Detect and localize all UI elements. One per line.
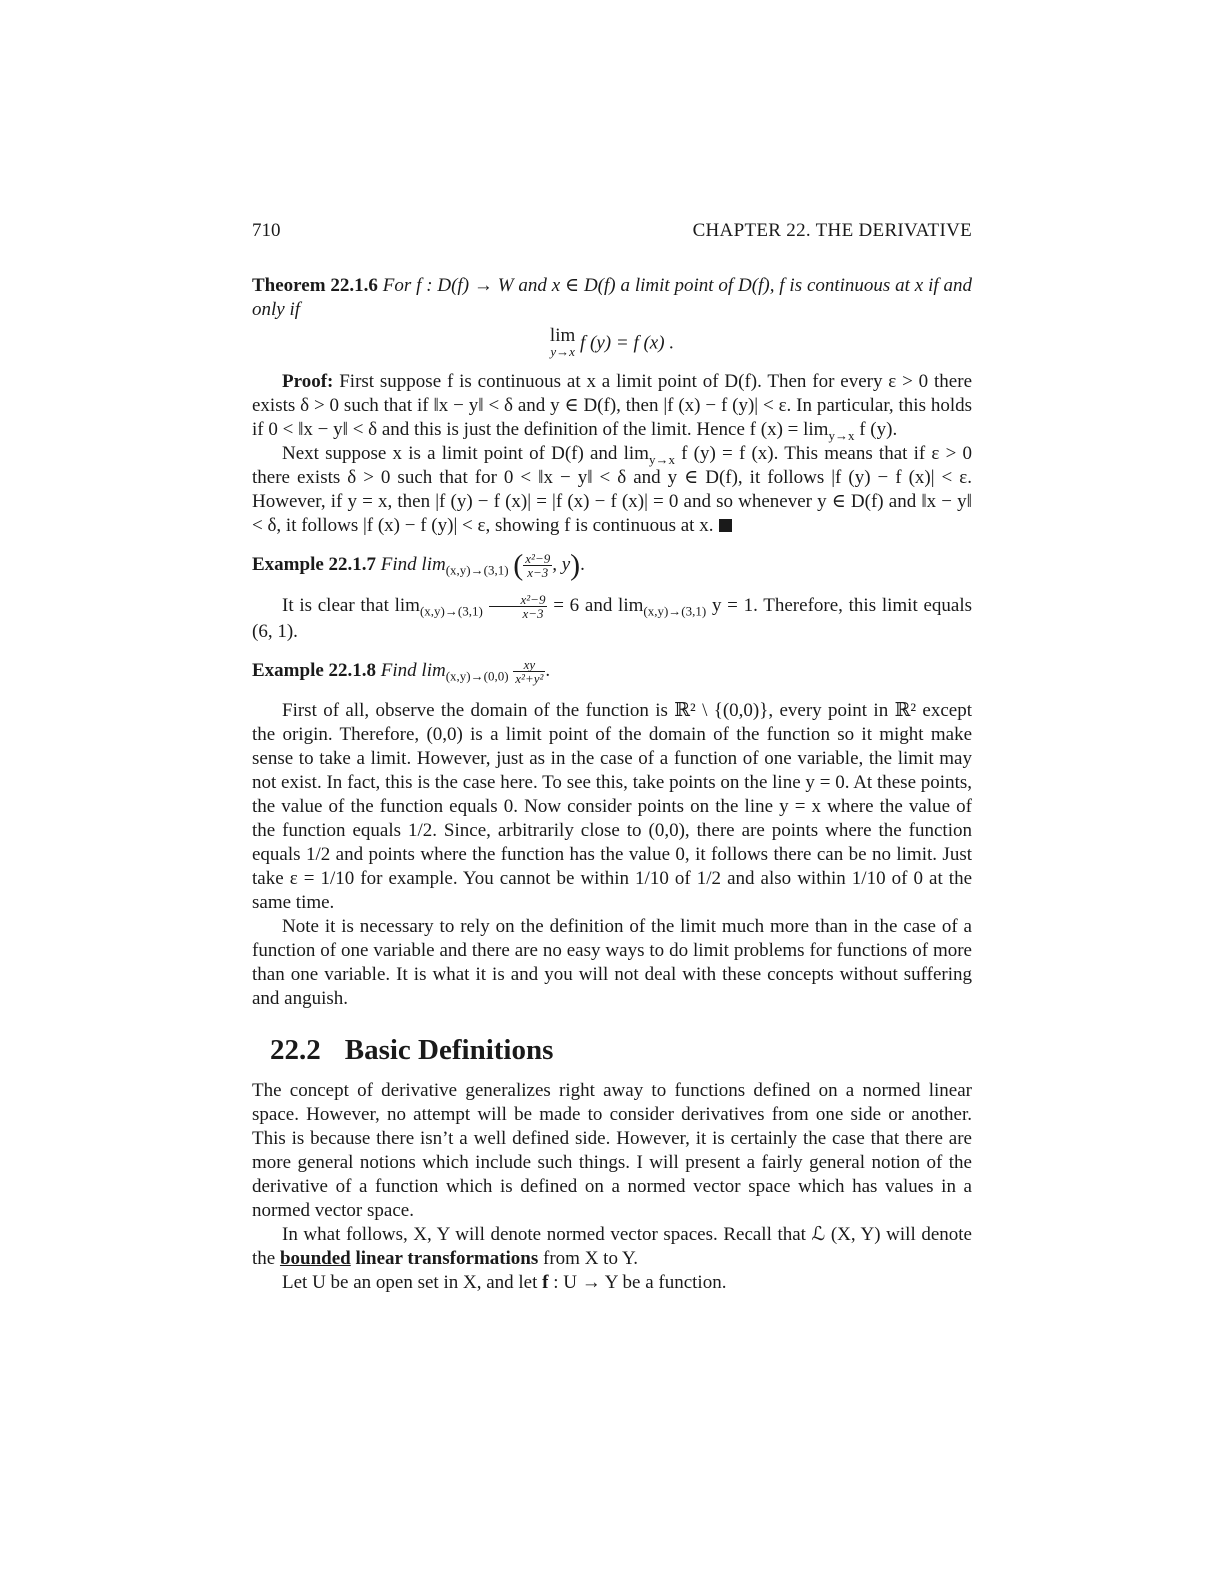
example-1-solution (252, 593, 972, 644)
lim-text: lim (549, 325, 576, 346)
bold-f: f (542, 1272, 549, 1293)
lim-subscript: y→x (550, 344, 575, 359)
proof-paragraph-1 (252, 370, 972, 442)
linear-transformations-term: linear transformations (350, 1248, 539, 1269)
proof-text-1-end: f (y). (854, 419, 898, 440)
section-p3-text-a: Let U be an open set in X, and let (282, 1272, 543, 1293)
page-number: 710 (252, 220, 281, 241)
qed-box (719, 519, 732, 532)
proof-label: Proof: (282, 371, 334, 392)
theorem-22-1-6 (252, 274, 972, 322)
example-22-1-7: Example 22.1.7 Find $\lim_{(x,y)\to(3,1)}$ ( $\frac{\text{x²−9}}{x-3}$ , y). (252, 548, 585, 582)
section-p2-text-b: from X to Y. (538, 1248, 639, 1269)
section-number: 22.2 (270, 1034, 321, 1066)
example-22-1-8: Example 22.1.8 Find $\lim_{(x,y)\to(0,0)}$ $\frac{xy}{\text{x²+y²}}$ . (252, 657, 551, 686)
proof-text-2a: Next suppose x is a limit point of D(f) and lim (282, 443, 649, 464)
theorem-label: Theorem 22.1.6 (252, 275, 378, 296)
example-label: Example 22.1.7 (252, 553, 377, 575)
proof-paragraph-2 (252, 442, 972, 538)
section-paragraph-1: The concept of derivative generalizes right away to functions defined on a normed linear space. However, no attempt will be made to consider derivatives from one side or another. This is because there isn’t a well defined side. However, it is certainly the case that there are more general notions which include such things. I will present a fairly general notion of the derivative of a function which is defined on a normed vector space which has values in a normed vector space. (252, 1080, 972, 1221)
fraction: $\frac{\text{x²−9}}{x-3}$ (525, 551, 551, 580)
example-2-paragraph-1: First of all, observe the domain of the function is ℝ² \ {(0,0)}, every point in ℝ² except the origin. Therefore, (0,0) is a limit point of the domain of the function so it might make sense to take a limit. However, just as in the case of a function of one variable, the limit may not exist. In fact, this is the case here. To see this, take points on the line y = 0. At these points, the value of the function equals 0. Now consider points on the line y = x where the value of the function equals 1/2. Since, arbitrarily close to (0,0), there are points where the function equals 1/2 and points where the function has the value 0, it follows there can be no limit. Just take ε = 1/10 for example. You cannot be within 1/10 of 1/2 and also within 1/10 of 0 at the same time. (252, 700, 972, 913)
example-2-paragraph-2: Note it is necessary to rely on the definition of the limit much more than in the case of a function of one variable and there are no easy ways to do limit problems for functions of more than one variable. It is what it is and you will not deal with these concepts without suffering and anguish. (252, 916, 972, 1009)
solution-text-b: = 6 and lim (547, 594, 644, 616)
limit-operator (549, 325, 576, 360)
solution-fraction: $\frac{\text{x²−9}}{x-3}$ (489, 593, 548, 620)
solution-text-a: It is clear that lim (282, 594, 420, 616)
display-rest: f (y) = f (x) . (580, 332, 675, 354)
running-head: CHAPTER 22. THE DERIVATIVE (692, 220, 972, 241)
example-2-fraction: $\frac{xy}{\text{x²+y²}}$ (515, 657, 544, 686)
example-find: Find lim (380, 553, 446, 575)
section-paragraph-2 (252, 1223, 972, 1271)
proof-text-2b: f (y) = f (x). This means that if ε > 0 there exists δ > 0 such that for 0 < ‖x − y‖ < δ and y ∈ D(f), it follows |f (y) − f (x)| < ε. However, if y = x, then |f (y) − f (x)| = |f (x) − f (x)| = 0 and so whenever y ∈ D(f) and ‖x − y‖ < δ, it follows |f (x) − f (y)| < ε, showing f is continuous at x. (252, 443, 972, 536)
example-sub: (x,y)→(3,1) (445, 562, 509, 578)
example-2-sub: (x,y)→(0,0) (445, 668, 509, 684)
theorem-statement: For f : D(f) → W and x ∈ D(f) a limit point of D(f), f is continuous at x if and only if (252, 275, 972, 320)
proof-sub-2: y→x (648, 451, 675, 467)
solution-sub-2: (x,y)→(3,1) (643, 603, 707, 619)
section-p3-text-b: : U → Y be a function. (548, 1272, 727, 1293)
section-paragraph-3 (252, 1271, 972, 1295)
proof-sub-1: y→x (828, 427, 855, 443)
bounded-link[interactable]: bounded (279, 1248, 351, 1269)
proof-text-1: First suppose f is continuous at x a limit point of D(f). Then for every ε > 0 there exists δ > 0 such that if ‖x − y‖ < δ and y ∈ D(f), then |f (x) − f (y)| < ε. In particular, this holds if 0 < ‖x − y‖ < δ and this is just the definition of the limit. Hence f (x) = lim (252, 371, 973, 440)
page-body (252, 274, 972, 1295)
solution-sub-1: (x,y)→(3,1) (419, 603, 483, 619)
example-tail: , y (552, 553, 571, 575)
section-p2-text-a: In what follows, X, Y will denote normed vector spaces. Recall that ℒ (X, Y) will denote the (252, 1224, 972, 1269)
section-heading (270, 1033, 972, 1067)
example-2-find: Find lim (380, 659, 446, 681)
section-title: Basic Definitions (344, 1034, 554, 1066)
theorem-display-equation (252, 325, 972, 360)
solution-text-c: y = 1. Therefore, this limit equals (6, 1). (252, 594, 972, 642)
example-2-label: Example 22.1.8 (252, 659, 377, 681)
